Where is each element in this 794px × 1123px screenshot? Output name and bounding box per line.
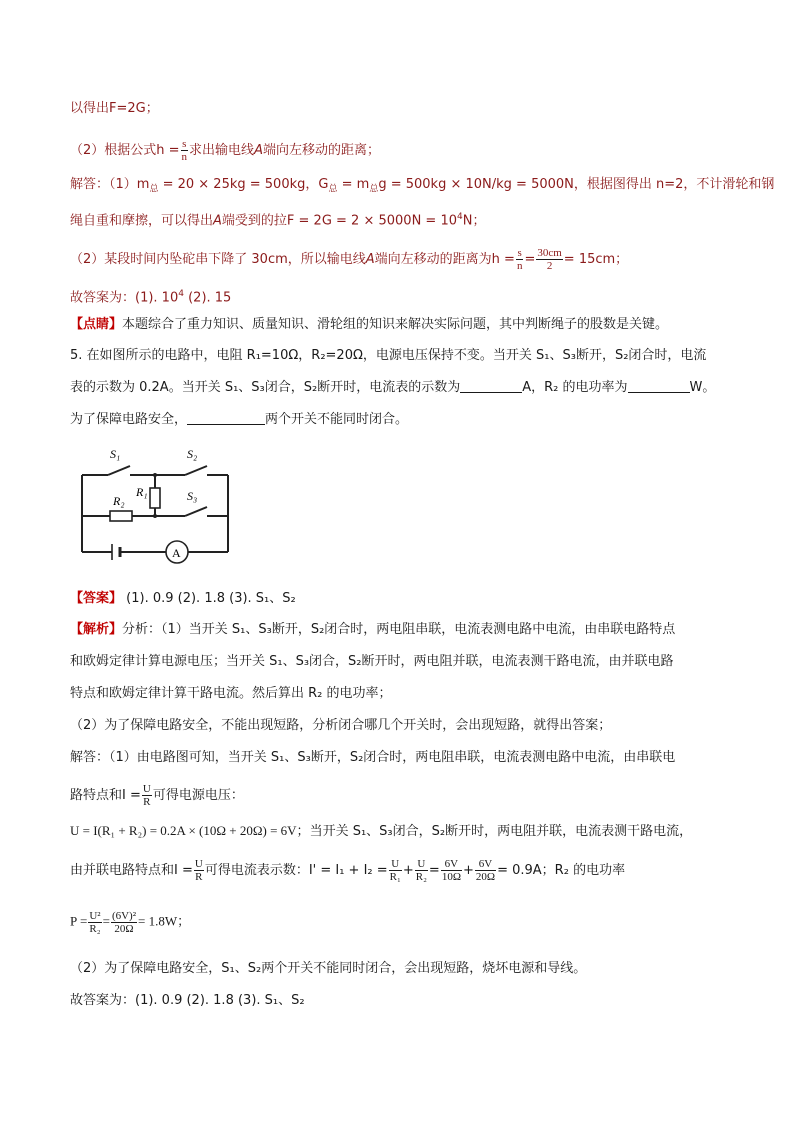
question-5-line-3: 为了保障电路安全， 两个开关不能同时闭合。 (70, 412, 409, 427)
final-answer-line: 故答案为：(1). 0.9 (2). 1.8 (3). S₁、S₂ (70, 993, 305, 1008)
circuit-diagram (70, 440, 240, 575)
analysis-line-2: 和欧姆定律计算电源电压；当开关 S₁、S₃闭合，S₂断开时，两电阻并联，电流表测干路电流，由并联电路 (70, 654, 674, 669)
line-6: 故答案为：(1). $10^4$ (2). 15 (70, 289, 232, 306)
line-2: （2）根据公式h = $\frac{s}{n}$ 求出输电线A端向左移动的距离； (70, 138, 380, 163)
ammeter-label: A (172, 546, 181, 560)
label-s3: S₃ (187, 489, 198, 503)
solution-line-6: （2）为了保障电路安全，S₁、S₂两个开关不能同时闭合，会出现短路，烧坏电源和导线。 (70, 961, 587, 976)
line-5: （2）某段时间内坠砣串下降了 30cm，所以输电线A端向左移动的距离为h = $\frac{s}{n}$ = $\frac{30cm}{2}$ = 15cm； (70, 247, 629, 272)
line-7: 【点睛】本题综合了重力知识、质量知识、滑轮组的知识来解决实际问题，其中判断绳子的股数是关键。 (70, 317, 669, 332)
label-s2: S₂ (187, 447, 198, 461)
solution-line-3: U = I(R₁ + R₂) = 0.2A × (10Ω + 20Ω) = 6V；当开关 S₁、S₃闭合，S₂断开时，两电阻并联，电流表测干路电流， (70, 823, 693, 839)
answer-blank-3 (187, 411, 265, 425)
line-3: 解答：$(1)m_总 = 20 \times 25kg = 500kg$，$G_总 = m_总g = 500kg \times 10N/kg = 5000N$，根据图得出 n=2，不计滑轮和钢 (70, 177, 775, 195)
answer-line: 【答案】 (1). 0.9 (2). 1.8 (3). S₁、S₂ (70, 591, 296, 606)
analysis-line-1: 【解析】分析：（1）当开关 S₁、S₃断开，S₂闭合时，两电阻串联，电流表测电路中电流，由串联电路特点 (70, 622, 676, 637)
line-1: 以得出F=2G； (70, 101, 159, 116)
question-5-line-2: 表的示数为 0.2A。当开关 S₁、S₃闭合，S₂断开时，电流表的示数为 A，R₂ 的电功率为 W。 (70, 380, 716, 395)
solution-line-1: 解答：（1）由电路图可知，当开关 S₁、S₃断开，S₂闭合时，两电阻串联，电流表测电路中电流，由串联电 (70, 750, 676, 765)
solution-line-2: 路特点和I = $\frac{U}{R}$ 可得电源电压： (70, 783, 244, 808)
fraction-s-n: $\frac{s}{n}$ (181, 138, 188, 163)
label-r2: R₂ (113, 494, 125, 508)
label-r1: R₁ (136, 485, 148, 499)
line-4: 绳自重和摩擦，可以得出A端受到的拉$F = 2G = 2 \times 5000N = 10^4N$； (70, 212, 486, 229)
solution-line-4: 由并联电路特点和I = $\frac{U}{R}$ 可得电流表示数：I' = I₁ + I₂ = $\frac{U}{\text{R₁}}$ + $\frac{U}{\text{R₂}}$ = $\frac{6V}{10\Omega}$ + $\frac{6V}{20\Omega}$ = 0.9A；R₂ 的电功率 (70, 858, 626, 883)
solution-line-5: P = $\frac{\text{U²}}{\text{R₂}}$ = $\frac{\text{(6V)²}}{20\Omega}$ = 1.8W； (70, 910, 191, 935)
label-s1: S₁ (110, 447, 121, 461)
answer-blank-1 (460, 379, 522, 393)
analysis-line-3: 特点和欧姆定律计算干路电流。然后算出 R₂ 的电功率； (70, 686, 392, 701)
answer-blank-2 (628, 379, 690, 393)
analysis-line-4: （2）为了保障电路安全，不能出现短路，分析闭合哪几个开关时，会出现短路，就得出答案； (70, 718, 612, 733)
question-5-line-1: 5. 在如图所示的电路中，电阻 R₁=10Ω，R₂=20Ω，电源电压保持不变。当开关 S₁、S₃断开，S₂闭合时，电流 (70, 348, 707, 363)
